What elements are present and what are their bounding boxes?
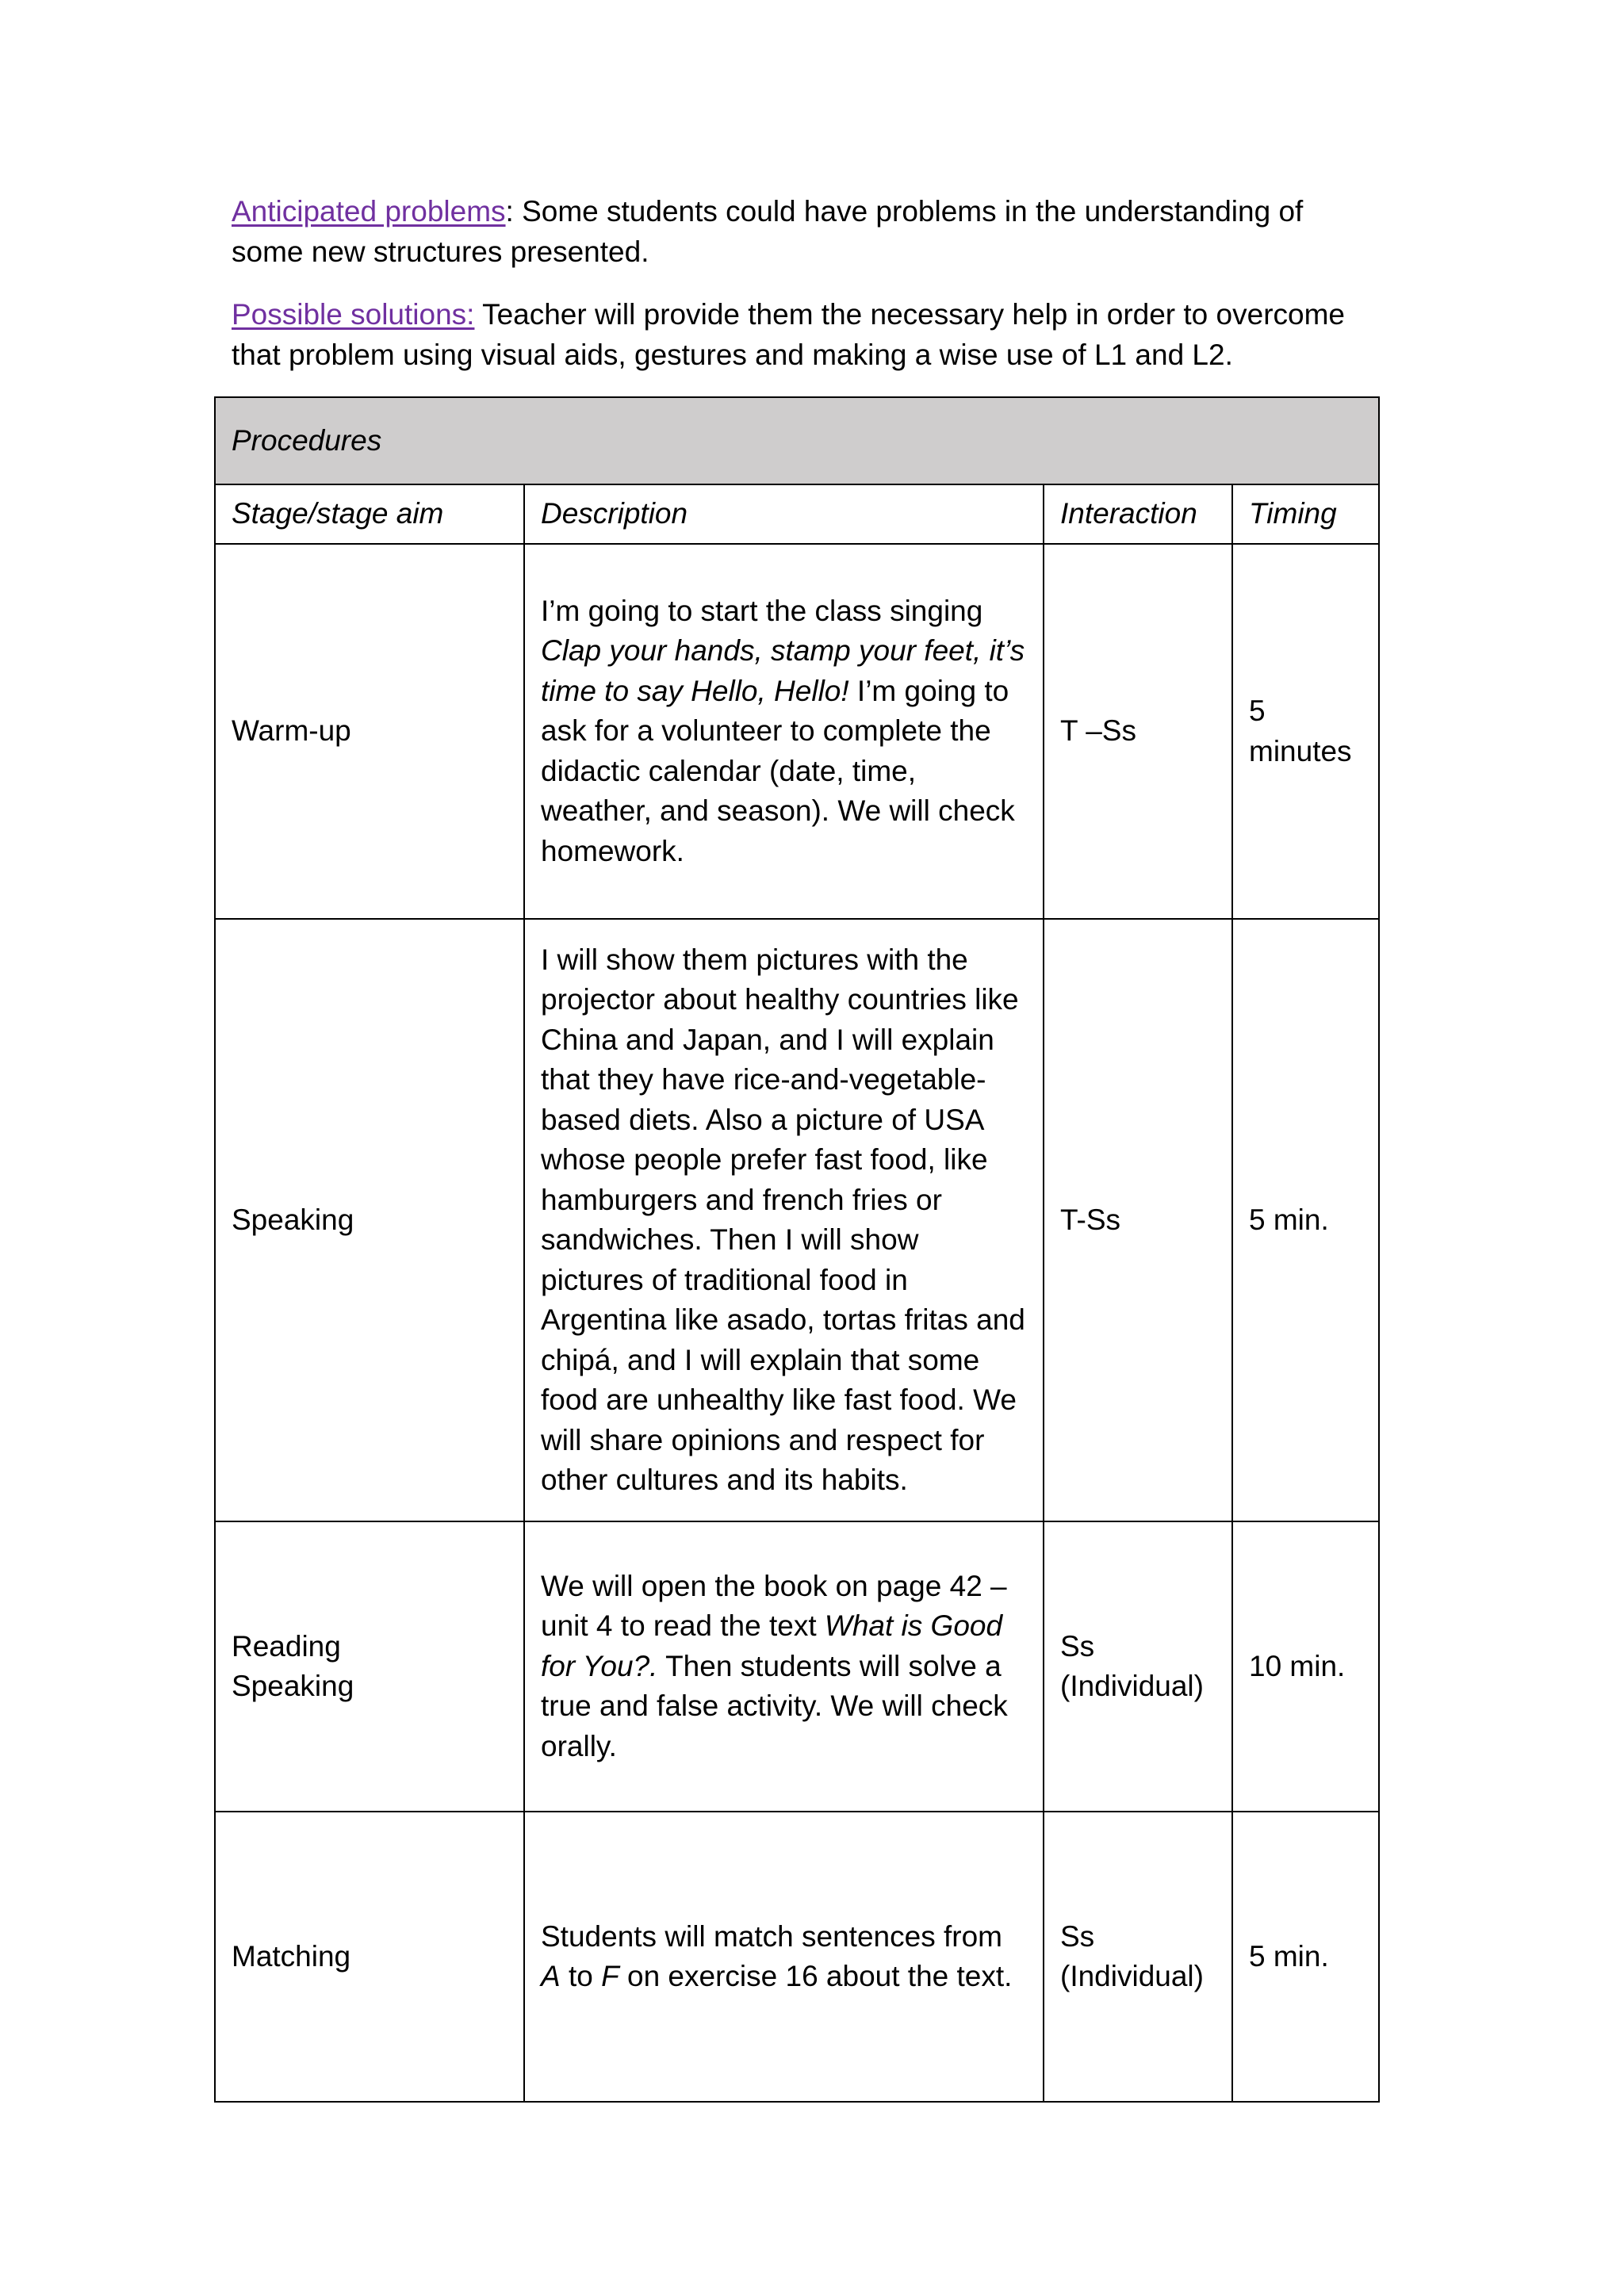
description-text: to [560, 1960, 602, 1992]
timing-cell: 5 min. [1232, 919, 1379, 1521]
letter-italic: F [601, 1960, 619, 1992]
text-title: What is Good for You?. [541, 1609, 1003, 1682]
table-row [215, 1521, 1379, 1812]
interaction-cell: T-Ss [1044, 919, 1232, 1521]
table-title-row [215, 397, 1379, 484]
description-cell [524, 919, 1044, 1521]
table-header-row [215, 484, 1379, 544]
description-text: I’m going to start the class singing [541, 594, 983, 627]
timing-cell: 5 minutes [1232, 544, 1379, 919]
header-stage: Stage/stage aim [215, 484, 524, 544]
description-cell [524, 1521, 1044, 1812]
stage-cell: Warm-up [215, 544, 524, 919]
stage-line: Reading [232, 1629, 341, 1663]
procedures-table [214, 396, 1380, 2103]
interaction-cell: Ss (Individual) [1044, 1521, 1232, 1812]
description-text: I’m going to ask for a volunteer to complete the didactic calendar (date, time, weather, and season). We will check homework. [541, 674, 1015, 867]
anticipated-problems-label: Anticipated problems [232, 195, 506, 228]
anticipated-problems-text: : Some students could have problems in the understanding of some new structures presented. [232, 195, 1304, 268]
anticipated-problems-paragraph [232, 191, 1377, 272]
table-row [215, 544, 1379, 919]
header-description: Description [524, 484, 1044, 544]
header-interaction: Interaction [1044, 484, 1232, 544]
header-timing: Timing [1232, 484, 1379, 544]
interaction-cell: Ss (Individual) [1044, 1812, 1232, 2102]
table-title: Procedures [215, 397, 1379, 484]
timing-cell: 5 min. [1232, 1812, 1379, 2102]
description-text: I will show them pictures with the projector about healthy countries like China and Japan, and I will explain that they have rice-and-vegetable-based diets. Also a picture of USA whose people prefer fast food, like hamburgers and french fries or sandwiches. Then I will show pictures of traditional food in Argentina like asado, tortas fritas and chipá, and I will explain that some food are unhealthy like fast food. We will share opinions and respect for other cultures and its habits. [541, 943, 1025, 1496]
possible-solutions-label: Possible solutions: [232, 298, 475, 331]
table-row [215, 1812, 1379, 2102]
table-row [215, 919, 1379, 1521]
description-cell [524, 544, 1044, 919]
description-cell [524, 1812, 1044, 2102]
song-title: Clap your hands, stamp your feet, it’s time to say Hello, Hello! [541, 634, 1025, 707]
description-text: Then students will solve a true and false activity. We will check orally. [541, 1649, 1008, 1762]
stage-cell: Matching [215, 1812, 524, 2102]
stage-cell [215, 1521, 524, 1812]
description-text: We will open the book on page 42 – unit 4 to read the text [541, 1569, 1007, 1643]
letter-italic: A [541, 1960, 561, 1992]
timing-cell: 10 min. [1232, 1521, 1379, 1812]
stage-cell: Speaking [215, 919, 524, 1521]
description-text: Students will match sentences from [541, 1919, 1002, 1953]
description-text: on exercise 16 about the text. [619, 1960, 1013, 1992]
possible-solutions-text: Teacher will provide them the necessary help in order to overcome that problem using visual aids, gestures and making a wise use of L1 and L2. [232, 298, 1345, 371]
interaction-cell: T –Ss [1044, 544, 1232, 919]
possible-solutions-paragraph [232, 294, 1377, 375]
stage-line: Speaking [232, 1670, 354, 1702]
